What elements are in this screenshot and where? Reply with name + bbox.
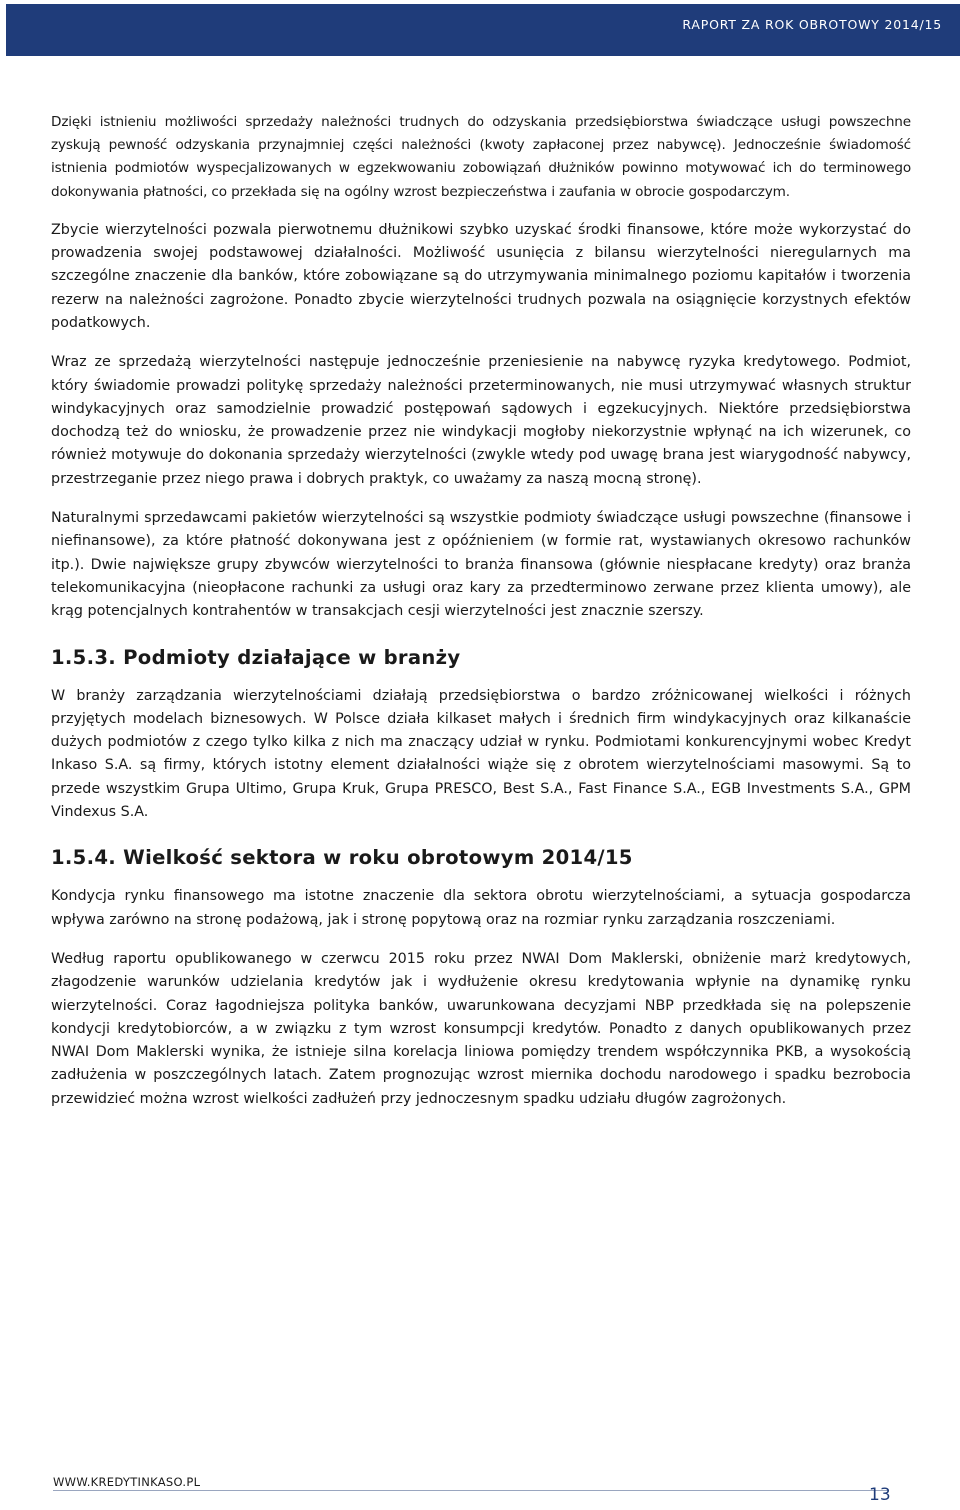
section-heading-1-5-3: 1.5.3. Podmioty działające w branży bbox=[51, 645, 461, 669]
page-number: 13 bbox=[869, 1485, 891, 1505]
report-title: RAPORT ZA ROK OBROTOWY 2014/15 bbox=[682, 17, 942, 32]
section-heading-1-5-4: 1.5.4. Wielkość sektora w roku obrotowym 2014/15 bbox=[51, 846, 633, 870]
paragraph: Dzięki istnieniu możliwości sprzedaży należności trudnych do odzyskania przedsiębiorstwa świadczące usługi powszechne zyskują pewność odzyskania przynajmniej części należności (kwoty zapłaconej przez nabywcę). Jednocześnie świadomość istnienia podmiotów wyspecjalizowanych w egzekwowaniu zobowiązań dłużników powinno motywować ich do terminowego dokonywania płatności, co przekłada się na ogólny wzrost bezpieczeństwa i zaufania w obrocie gospodarczym. bbox=[51, 114, 911, 200]
main-content bbox=[51, 111, 911, 1127]
paragraph: W branży zarządzania wierzytelnościami działają przedsiębiorstwa o bardzo zróżnicowanej wielkości i różnych przyjętych modelach biznesowych. W Polsce działa kilkaset małych i średnich firm windykacyjnych oraz kilkanaście dużych podmiotów z czego tylko kilka z nich ma znaczący udział w rynku. Podmiotami konkurencyjnymi wobec Kredyt Inkaso S.A. są firmy, których istotny element działalności wiąże się z obrotem wierzytelnościami masowymi. Są to przede wszystkim Grupa Ultimo, Grupa Kruk, Grupa PRESCO, Best S.A., Fast Finance S.A., EGB Investments S.A., GPM Vindexus S.A. bbox=[51, 687, 911, 821]
paragraph: Naturalnymi sprzedawcami pakietów wierzytelności są wszystkie podmioty świadczące usługi powszechne (finansowe i niefinansowe), za które płatność dokonywana jest z opóźnieniem (w formie rat, wystawianych okresowo rachunków itp.). Dwie największe grupy zbywców wierzytelności to branża finansowa (głównie niespłacane kredyty) oraz branża telekomunikacyjna (nieopłacone rachunki za usługi oraz kary za przedterminowo zerwane przez klienta umowy), ale krąg potencjalnych kontrahentów w transakcjach cesji wierzytelności jest znacznie szerszy. bbox=[51, 510, 911, 620]
paragraph: Według raportu opublikowanego w czerwcu 2015 roku przez NWAI Dom Maklerski, obniżenie marż kredytowych, złagodzenie warunków udzielania kredytów jak i wydłużenie okresu kredytowania wpłynie na dynamikę rynku wierzytelności. Coraz łagodniejsza polityka banków, uwarunkowana decyzjami NBP przedkłada się na polepszenie kondycji kredytobiorców, a w związku z tym wzrost konsumpcji kredytów. Ponadto z danych opublikowanych przez NWAI Dom Maklerski wynika, że istnieje silna korelacja liniowa pomiędzy trendem współczynnika PKB, a wysokością zadłużenia w poszczególnych latach. Zatem prognozując wzrost miernika dochodu narodowego i spadku bezrobocia przewidzieć można wzrost wielkości zadłużeń przy jednoczesnym spadku udziału długów zagrożonych. bbox=[51, 950, 911, 1107]
header-bar bbox=[6, 4, 960, 56]
footer-website-link[interactable]: WWW.KREDYTINKASO.PL bbox=[53, 1475, 201, 1489]
footer-divider bbox=[53, 1490, 889, 1491]
paragraph: Wraz ze sprzedażą wierzytelności następuje jednocześnie przeniesienie na nabywcę ryzyka kredytowego. Podmiot, który świadomie prowadzi politykę sprzedaży należności przeterminowanych, nie musi utrzymywać własnych struktur windykacyjnych oraz samodzielnie prowadzić postępowań sądowych i egzekucyjnych. Niektóre przedsiębiorstwa dochodzą też do wniosku, że prowadzenie przez nie windykacji mogłoby niekorzystnie wpłynąć na ich wizerunek, co również motywuje do dokonania sprzedaży wierzytelności (zwykle wtedy pod uwagę brana jest wiarygodność nabywcy, przestrzeganie przez niego prawa i dobrych praktyk, co uważamy za naszą mocną stronę). bbox=[51, 354, 911, 487]
paragraph: Kondycja rynku finansowego ma istotne znaczenie dla sektora obrotu wierzytelnościami, a sytuacja gospodarcza wpływa zarówno na stronę podażową, jak i stronę popytową oraz na rozmiar rynku zarządzania roszczeniami. bbox=[51, 888, 911, 928]
paragraph: Zbycie wierzytelności pozwala pierwotnemu dłużnikowi szybko uzyskać środki finansowe, które może wykorzystać do prowadzenia swojej podstawowej działalności. Możliwość usunięcia z bilansu wierzytelności nieregularnych ma szczególne znaczenie dla banków, które zobowiązane są do utrzymywania minimalnego poziomu kapitałów i tworzenia rezerw na należności zagrożone. Ponadto zbycie wierzytelności trudnych pozwala na osiągnięcie korzystnych efektów podatkowych. bbox=[51, 221, 911, 331]
